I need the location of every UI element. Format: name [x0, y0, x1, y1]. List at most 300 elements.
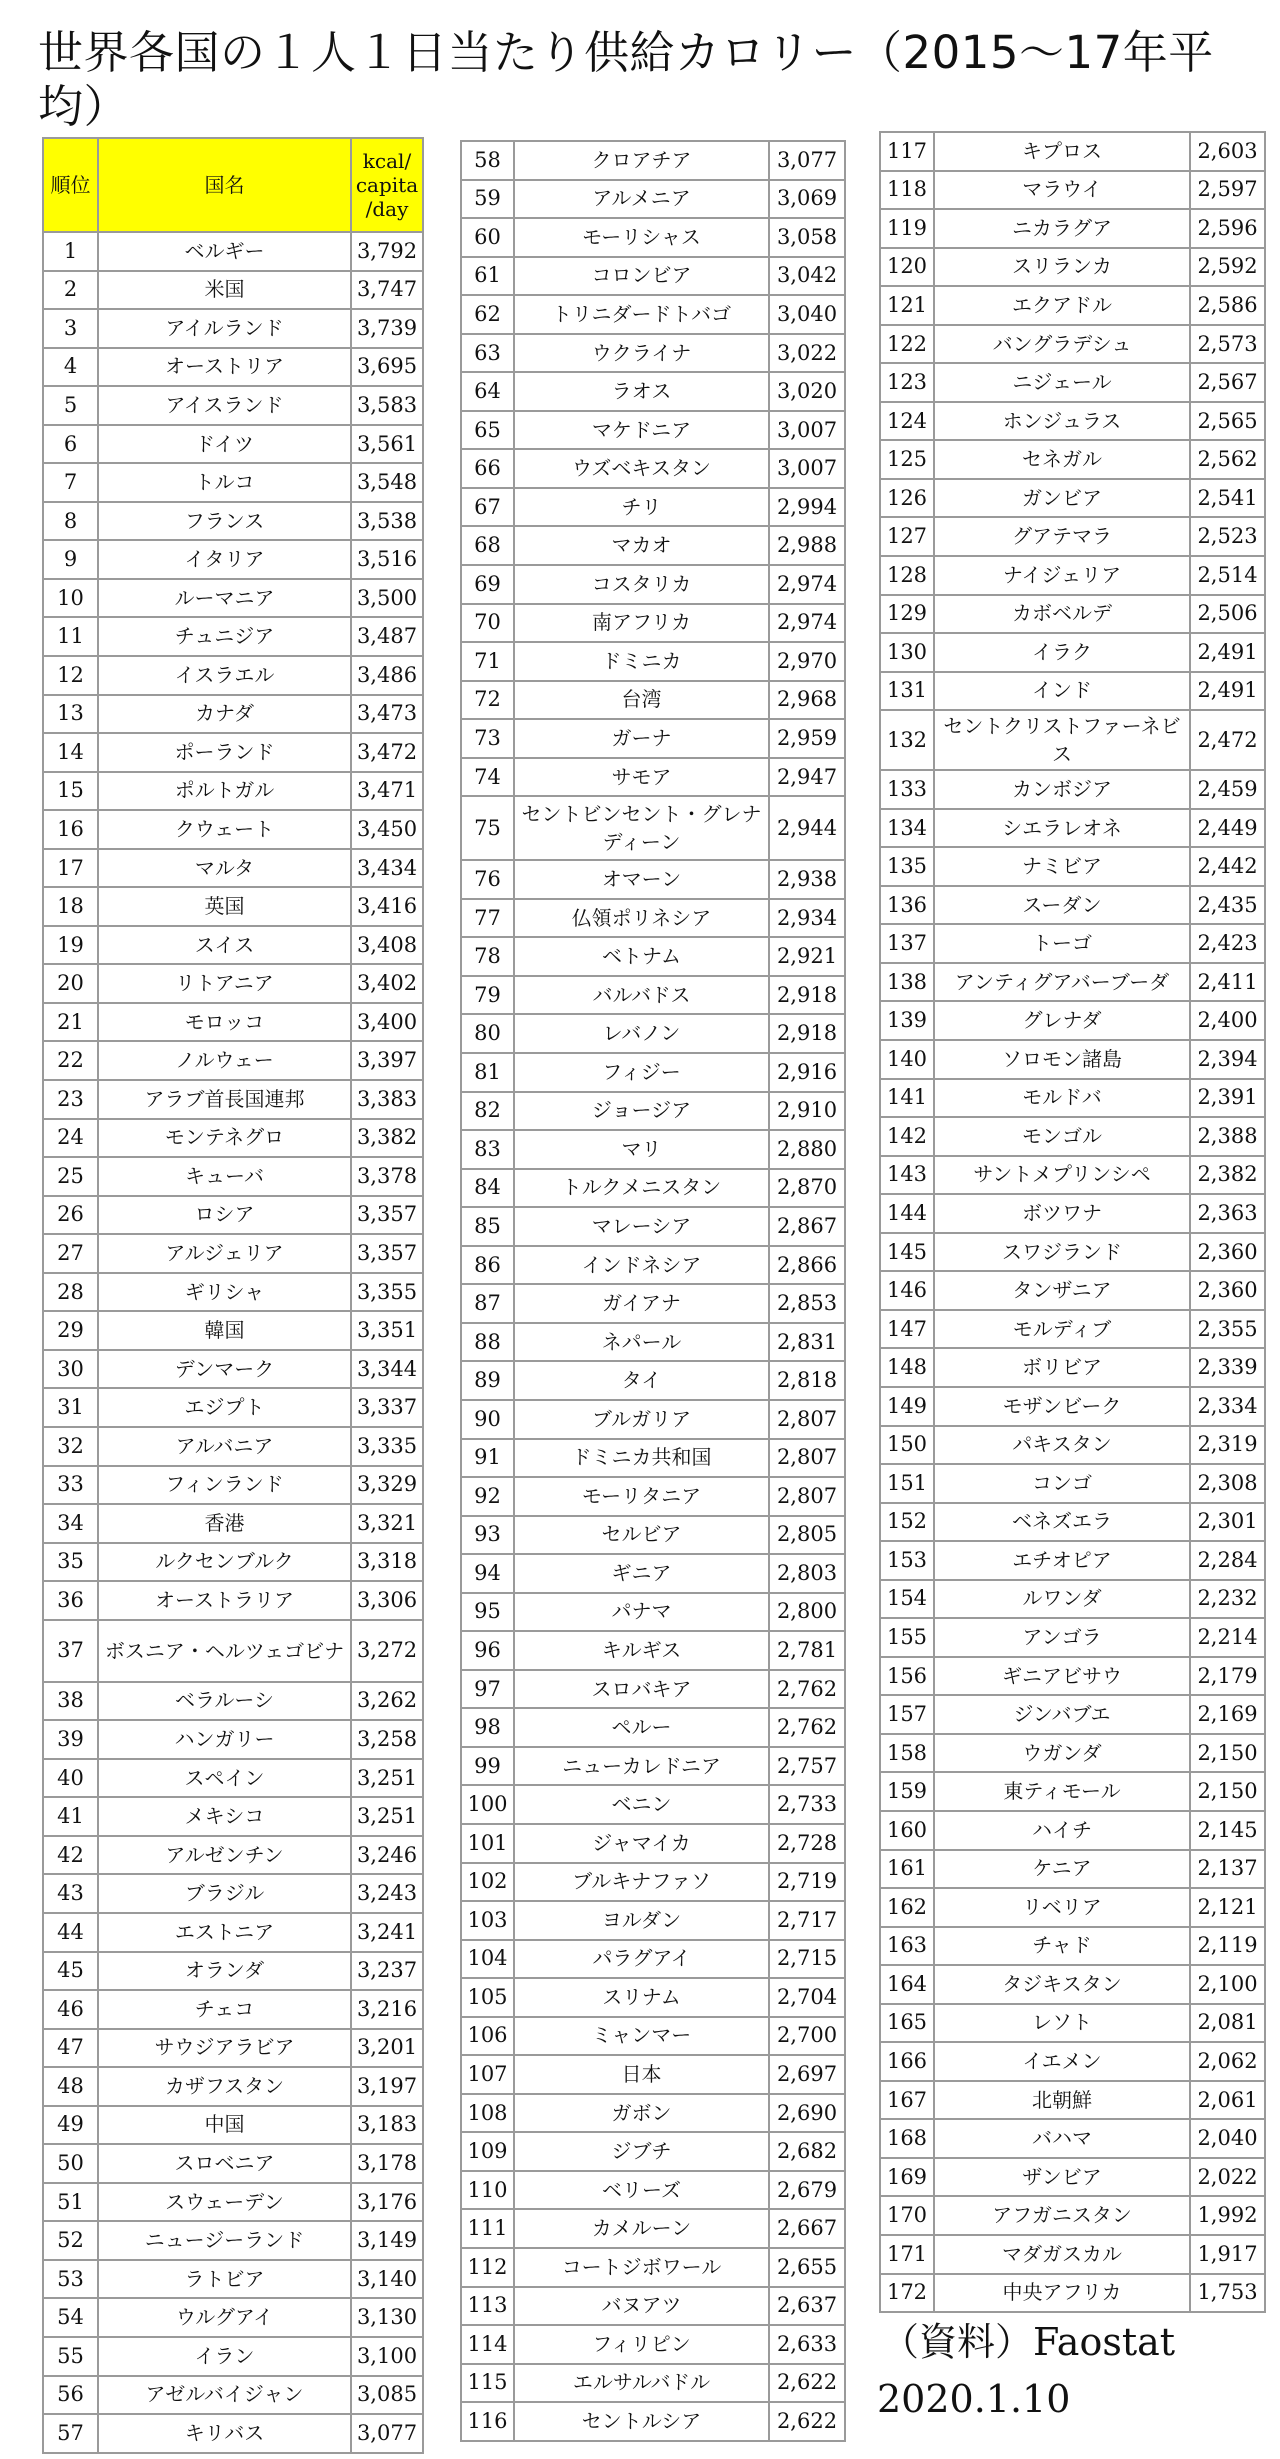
- rank-cell: 31: [43, 1388, 98, 1427]
- kcal-cell: 2,910: [769, 1092, 845, 1131]
- table-row: [880, 1233, 1265, 1272]
- rank-cell: 87: [461, 1284, 514, 1323]
- rank-cell: 138: [880, 963, 934, 1002]
- table-row: [461, 1863, 845, 1902]
- kcal-cell: 3,337: [351, 1388, 423, 1427]
- country-cell: モロッコ: [98, 1003, 351, 1042]
- table-row: [880, 1850, 1265, 1889]
- kcal-cell: 2,655: [769, 2248, 845, 2287]
- table-row: [43, 1388, 423, 1427]
- kcal-cell: 3,022: [769, 334, 845, 373]
- kcal-cell: 2,719: [769, 1863, 845, 1902]
- table-row: [880, 171, 1265, 210]
- rank-cell: 18: [43, 887, 98, 926]
- table-row: [43, 1196, 423, 1235]
- table-row: [461, 257, 845, 296]
- rank-cell: 130: [880, 633, 934, 672]
- kcal-cell: 2,762: [769, 1670, 845, 1709]
- table-row: [880, 363, 1265, 402]
- rank-cell: 98: [461, 1708, 514, 1747]
- kcal-cell: 3,747: [351, 271, 423, 310]
- table-row: [880, 1772, 1265, 1811]
- country-cell: 英国: [98, 887, 351, 926]
- rank-cell: 141: [880, 1079, 934, 1118]
- kcal-cell: 3,583: [351, 386, 423, 425]
- table-row: [880, 1657, 1265, 1696]
- table-row: [43, 232, 423, 271]
- table-row: [461, 1169, 845, 1208]
- country-cell: マダガスカル: [934, 2235, 1190, 2274]
- rank-cell: 42: [43, 1836, 98, 1875]
- table-header: [43, 138, 423, 232]
- table-row: [43, 1350, 423, 1389]
- kcal-cell: 2,355: [1190, 1310, 1265, 1349]
- country-cell: キプロス: [934, 132, 1190, 171]
- rank-cell: 6: [43, 425, 98, 464]
- country-cell: バングラデシュ: [934, 325, 1190, 364]
- kcal-cell: 3,538: [351, 502, 423, 541]
- kcal-cell: 3,416: [351, 887, 423, 926]
- rank-cell: 76: [461, 860, 514, 899]
- rank-cell: 161: [880, 1850, 934, 1889]
- rank-cell: 39: [43, 1720, 98, 1759]
- rank-cell: 146: [880, 1271, 934, 1310]
- table-row: [43, 1720, 423, 1759]
- rank-cell: 69: [461, 565, 514, 604]
- table-row: [461, 796, 845, 860]
- kcal-cell: 3,176: [351, 2183, 423, 2222]
- country-cell: イタリア: [98, 540, 351, 579]
- rank-cell: 73: [461, 719, 514, 758]
- table-row: [461, 1824, 845, 1863]
- table-row: [43, 2183, 423, 2222]
- table-row: [43, 463, 423, 502]
- table-row: [43, 1466, 423, 1505]
- ranking-table-1: [42, 137, 424, 2454]
- table-row: [880, 847, 1265, 886]
- table-row: [880, 633, 1265, 672]
- country-cell: マリ: [514, 1130, 769, 1169]
- table-row: [461, 1593, 845, 1632]
- rank-cell: 121: [880, 286, 934, 325]
- kcal-cell: 2,603: [1190, 132, 1265, 171]
- table-row: [880, 1888, 1265, 1927]
- table-row: [43, 2106, 423, 2145]
- rank-cell: 147: [880, 1310, 934, 1349]
- kcal-cell: 2,633: [769, 2325, 845, 2364]
- country-cell: マカオ: [514, 526, 769, 565]
- country-cell: ドミニカ共和国: [514, 1439, 769, 1478]
- kcal-cell: 1,917: [1190, 2235, 1265, 2274]
- ranking-column-2: [460, 140, 846, 2442]
- kcal-cell: 2,867: [769, 1207, 845, 1246]
- kcal-cell: 3,487: [351, 617, 423, 656]
- table-row: [461, 180, 845, 219]
- table-row: [880, 248, 1265, 287]
- rank-cell: 34: [43, 1504, 98, 1543]
- rank-cell: 92: [461, 1477, 514, 1516]
- ranking-column-1: [42, 137, 424, 2454]
- table-row: [880, 1464, 1265, 1503]
- table-row: [461, 1978, 845, 2017]
- country-cell: スリナム: [514, 1978, 769, 2017]
- table-row: [880, 479, 1265, 518]
- rank-cell: 150: [880, 1426, 934, 1465]
- rank-cell: 125: [880, 440, 934, 479]
- rank-cell: 79: [461, 976, 514, 1015]
- table-row: [880, 2081, 1265, 2120]
- rank-cell: 169: [880, 2158, 934, 2197]
- table-row: [461, 1670, 845, 1709]
- rank-cell: 27: [43, 1234, 98, 1273]
- country-cell: イエメン: [934, 2042, 1190, 2081]
- table-row: [43, 1581, 423, 1620]
- country-cell: スリランカ: [934, 248, 1190, 287]
- country-cell: サモア: [514, 758, 769, 797]
- rank-cell: 50: [43, 2144, 98, 2183]
- country-cell: イスラエル: [98, 656, 351, 695]
- rank-cell: 80: [461, 1014, 514, 1053]
- kcal-cell: 3,382: [351, 1119, 423, 1158]
- date-note: 2020.1.10: [877, 2377, 1071, 2421]
- table-row: [880, 1541, 1265, 1580]
- country-cell: グアテマラ: [934, 517, 1190, 556]
- kcal-cell: 2,382: [1190, 1156, 1265, 1195]
- table-row: [461, 295, 845, 334]
- kcal-cell: 1,753: [1190, 2274, 1265, 2313]
- kcal-cell: 2,284: [1190, 1541, 1265, 1580]
- country-cell: アンティグアバーブーダ: [934, 963, 1190, 1002]
- country-cell: スイス: [98, 926, 351, 965]
- table-row: [43, 1311, 423, 1350]
- kcal-cell: 2,803: [769, 1554, 845, 1593]
- table-row: [461, 1092, 845, 1131]
- kcal-cell: 3,471: [351, 772, 423, 811]
- rank-cell: 44: [43, 1913, 98, 1952]
- ranking-table-2: [460, 140, 846, 2442]
- country-cell: ルワンダ: [934, 1580, 1190, 1619]
- table-row: [461, 1207, 845, 1246]
- kcal-cell: 3,246: [351, 1836, 423, 1875]
- kcal-cell: 2,339: [1190, 1348, 1265, 1387]
- rank-cell: 115: [461, 2364, 514, 2403]
- rank-cell: 142: [880, 1117, 934, 1156]
- kcal-cell: 3,351: [351, 1311, 423, 1350]
- country-cell: ガーナ: [514, 719, 769, 758]
- table-row: [461, 1439, 845, 1478]
- kcal-cell: 2,586: [1190, 286, 1265, 325]
- kcal-cell: 2,121: [1190, 1888, 1265, 1927]
- kcal-cell: 2,921: [769, 937, 845, 976]
- rank-cell: 160: [880, 1811, 934, 1850]
- country-cell: ボリビア: [934, 1348, 1190, 1387]
- country-cell: エストニア: [98, 1913, 351, 1952]
- table-row: [461, 372, 845, 411]
- table-row: [43, 1543, 423, 1582]
- table-row: [880, 710, 1265, 770]
- table-row: [880, 809, 1265, 848]
- table-row: [880, 924, 1265, 963]
- kcal-cell: 3,149: [351, 2221, 423, 2260]
- country-cell: ベニン: [514, 1785, 769, 1824]
- country-cell: バヌアツ: [514, 2287, 769, 2326]
- rank-cell: 166: [880, 2042, 934, 2081]
- rank-cell: 105: [461, 1978, 514, 2017]
- rank-cell: 149: [880, 1387, 934, 1426]
- kcal-cell: 3,243: [351, 1874, 423, 1913]
- rank-cell: 62: [461, 295, 514, 334]
- rank-cell: 74: [461, 758, 514, 797]
- kcal-cell: 2,573: [1190, 325, 1265, 364]
- country-cell: コンゴ: [934, 1464, 1190, 1503]
- country-cell: エチオピア: [934, 1541, 1190, 1580]
- rank-cell: 78: [461, 937, 514, 976]
- table-row: [461, 1246, 845, 1285]
- kcal-cell: 3,329: [351, 1466, 423, 1505]
- country-cell: カンボジア: [934, 770, 1190, 809]
- kcal-cell: 3,085: [351, 2376, 423, 2415]
- rank-cell: 126: [880, 479, 934, 518]
- country-cell: シエラレオネ: [934, 809, 1190, 848]
- kcal-cell: 3,561: [351, 425, 423, 464]
- table-row: [43, 2221, 423, 2260]
- rank-cell: 63: [461, 334, 514, 373]
- country-cell: ロシア: [98, 1196, 351, 1235]
- rank-cell: 67: [461, 488, 514, 527]
- country-cell: トリニダードトバゴ: [514, 295, 769, 334]
- table-row: [461, 1130, 845, 1169]
- rank-cell: 40: [43, 1759, 98, 1798]
- kcal-cell: 2,022: [1190, 2158, 1265, 2197]
- kcal-cell: 3,077: [351, 2414, 423, 2453]
- country-cell: ジョージア: [514, 1092, 769, 1131]
- rank-cell: 154: [880, 1580, 934, 1619]
- country-cell: ナイジェリア: [934, 556, 1190, 595]
- rank-cell: 112: [461, 2248, 514, 2287]
- country-cell: セントルシア: [514, 2402, 769, 2441]
- table-row: [461, 488, 845, 527]
- kcal-cell: 3,007: [769, 449, 845, 488]
- header-rank: 順位: [43, 138, 98, 232]
- country-cell: ギニア: [514, 1554, 769, 1593]
- kcal-cell: 2,679: [769, 2171, 845, 2210]
- country-cell: インドネシア: [514, 1246, 769, 1285]
- country-cell: カナダ: [98, 695, 351, 734]
- country-cell: スワジランド: [934, 1233, 1190, 1272]
- table-row: [880, 1927, 1265, 1966]
- kcal-cell: 2,394: [1190, 1040, 1265, 1079]
- kcal-cell: 2,974: [769, 565, 845, 604]
- kcal-cell: 2,807: [769, 1439, 845, 1478]
- table-row: [43, 1682, 423, 1721]
- rank-cell: 19: [43, 926, 98, 965]
- kcal-cell: 2,179: [1190, 1657, 1265, 1696]
- country-cell: ドミニカ: [514, 642, 769, 681]
- rank-cell: 145: [880, 1233, 934, 1272]
- table-row: [461, 1053, 845, 1092]
- rank-cell: 140: [880, 1040, 934, 1079]
- table-row: [43, 2067, 423, 2106]
- rank-cell: 83: [461, 1130, 514, 1169]
- table-row: [43, 1874, 423, 1913]
- table-row: [880, 1580, 1265, 1619]
- kcal-cell: 2,472: [1190, 710, 1265, 770]
- table-row: [43, 2298, 423, 2337]
- table-row: [461, 1361, 845, 1400]
- kcal-cell: 3,042: [769, 257, 845, 296]
- country-cell: ラトビア: [98, 2260, 351, 2299]
- kcal-cell: 2,704: [769, 1978, 845, 2017]
- country-cell: スロベニア: [98, 2144, 351, 2183]
- country-cell: ジブチ: [514, 2132, 769, 2171]
- table-row: [461, 449, 845, 488]
- table-row: [43, 2260, 423, 2299]
- country-cell: ネパール: [514, 1323, 769, 1362]
- rank-cell: 8: [43, 502, 98, 541]
- kcal-cell: 2,597: [1190, 171, 1265, 210]
- rank-cell: 151: [880, 1464, 934, 1503]
- table-row: [43, 695, 423, 734]
- rank-cell: 91: [461, 1439, 514, 1478]
- country-cell: ドイツ: [98, 425, 351, 464]
- country-cell: ニュージーランド: [98, 2221, 351, 2260]
- country-cell: フィンランド: [98, 1466, 351, 1505]
- country-cell: ブルキナファソ: [514, 1863, 769, 1902]
- country-cell: マレーシア: [514, 1207, 769, 1246]
- country-cell: ベルギー: [98, 232, 351, 271]
- table-row: [880, 2274, 1265, 2313]
- country-cell: 南アフリカ: [514, 604, 769, 643]
- country-cell: リトアニア: [98, 964, 351, 1003]
- rank-cell: 70: [461, 604, 514, 643]
- kcal-cell: 2,870: [769, 1169, 845, 1208]
- table-row: [880, 556, 1265, 595]
- country-cell: アルバニア: [98, 1427, 351, 1466]
- table-row: [43, 1990, 423, 2029]
- table-row: [461, 2209, 845, 2248]
- kcal-cell: 3,695: [351, 348, 423, 387]
- rank-cell: 89: [461, 1361, 514, 1400]
- kcal-cell: 2,934: [769, 899, 845, 938]
- country-cell: アイルランド: [98, 309, 351, 348]
- rank-cell: 16: [43, 810, 98, 849]
- kcal-cell: 2,959: [769, 719, 845, 758]
- kcal-cell: 2,866: [769, 1246, 845, 1285]
- table-row: [880, 1310, 1265, 1349]
- kcal-cell: 2,514: [1190, 556, 1265, 595]
- kcal-cell: 3,130: [351, 2298, 423, 2337]
- country-cell: ニジェール: [934, 363, 1190, 402]
- rank-cell: 123: [880, 363, 934, 402]
- table-row: [880, 2042, 1265, 2081]
- kcal-cell: 2,733: [769, 1785, 845, 1824]
- country-cell: サントメプリンシペ: [934, 1156, 1190, 1195]
- country-cell: ベトナム: [514, 937, 769, 976]
- rank-cell: 162: [880, 1888, 934, 1927]
- rank-cell: 107: [461, 2055, 514, 2094]
- kcal-cell: 2,968: [769, 681, 845, 720]
- kcal-cell: 3,500: [351, 579, 423, 618]
- country-cell: 仏領ポリネシア: [514, 899, 769, 938]
- kcal-cell: 3,344: [351, 1350, 423, 1389]
- kcal-cell: 3,197: [351, 2067, 423, 2106]
- country-cell: ボスニア・ヘルツェゴビナ: [98, 1620, 351, 1682]
- kcal-cell: 3,321: [351, 1504, 423, 1543]
- rank-cell: 171: [880, 2235, 934, 2274]
- rank-cell: 30: [43, 1350, 98, 1389]
- kcal-cell: 2,800: [769, 1593, 845, 1632]
- country-cell: イラン: [98, 2337, 351, 2376]
- table-row: [461, 1516, 845, 1555]
- kcal-cell: 2,214: [1190, 1618, 1265, 1657]
- country-cell: ウルグアイ: [98, 2298, 351, 2337]
- rank-cell: 85: [461, 1207, 514, 1246]
- country-cell: ミャンマー: [514, 2017, 769, 2056]
- table-row: [880, 770, 1265, 809]
- country-cell: 北朝鮮: [934, 2081, 1190, 2120]
- table-row: [880, 1695, 1265, 1734]
- country-cell: チャド: [934, 1927, 1190, 1966]
- rank-cell: 136: [880, 886, 934, 925]
- table-row: [43, 2414, 423, 2453]
- rank-cell: 51: [43, 2183, 98, 2222]
- table-row: [43, 926, 423, 965]
- country-cell: アンゴラ: [934, 1618, 1190, 1657]
- kcal-cell: 3,400: [351, 1003, 423, 1042]
- kcal-cell: 3,077: [769, 141, 845, 180]
- rank-cell: 41: [43, 1797, 98, 1836]
- table-row: [880, 1503, 1265, 1542]
- kcal-cell: 1,992: [1190, 2196, 1265, 2235]
- table-row: [461, 976, 845, 1015]
- rank-cell: 56: [43, 2376, 98, 2415]
- rank-cell: 57: [43, 2414, 98, 2453]
- kcal-cell: 3,357: [351, 1234, 423, 1273]
- kcal-cell: 3,241: [351, 1913, 423, 1952]
- rank-cell: 122: [880, 325, 934, 364]
- country-cell: バルバドス: [514, 976, 769, 1015]
- kcal-cell: 3,007: [769, 411, 845, 450]
- kcal-cell: 2,622: [769, 2402, 845, 2441]
- rank-cell: 75: [461, 796, 514, 860]
- table-row: [43, 1080, 423, 1119]
- kcal-cell: 3,408: [351, 926, 423, 965]
- country-cell: ニカラグア: [934, 209, 1190, 248]
- country-cell: ノルウェー: [98, 1041, 351, 1080]
- country-cell: スウェーデン: [98, 2183, 351, 2222]
- table-row: [461, 2017, 845, 2056]
- source-note: （資料）Faostat: [881, 2320, 1176, 2364]
- country-cell: モーリタニア: [514, 1477, 769, 1516]
- country-cell: モンテネグロ: [98, 1119, 351, 1158]
- kcal-cell: 2,944: [769, 796, 845, 860]
- rank-cell: 48: [43, 2067, 98, 2106]
- country-cell: マラウイ: [934, 171, 1190, 210]
- table-row: [880, 1271, 1265, 1310]
- rank-cell: 100: [461, 1785, 514, 1824]
- kcal-cell: 3,040: [769, 295, 845, 334]
- table-row: [461, 642, 845, 681]
- country-cell: マルタ: [98, 849, 351, 888]
- kcal-cell: 2,232: [1190, 1580, 1265, 1619]
- kcal-cell: 2,781: [769, 1631, 845, 1670]
- table-row: [880, 325, 1265, 364]
- country-cell: セルビア: [514, 1516, 769, 1555]
- country-cell: スロバキア: [514, 1670, 769, 1709]
- table-row: [43, 1797, 423, 1836]
- country-cell: フィリピン: [514, 2325, 769, 2364]
- rank-cell: 113: [461, 2287, 514, 2326]
